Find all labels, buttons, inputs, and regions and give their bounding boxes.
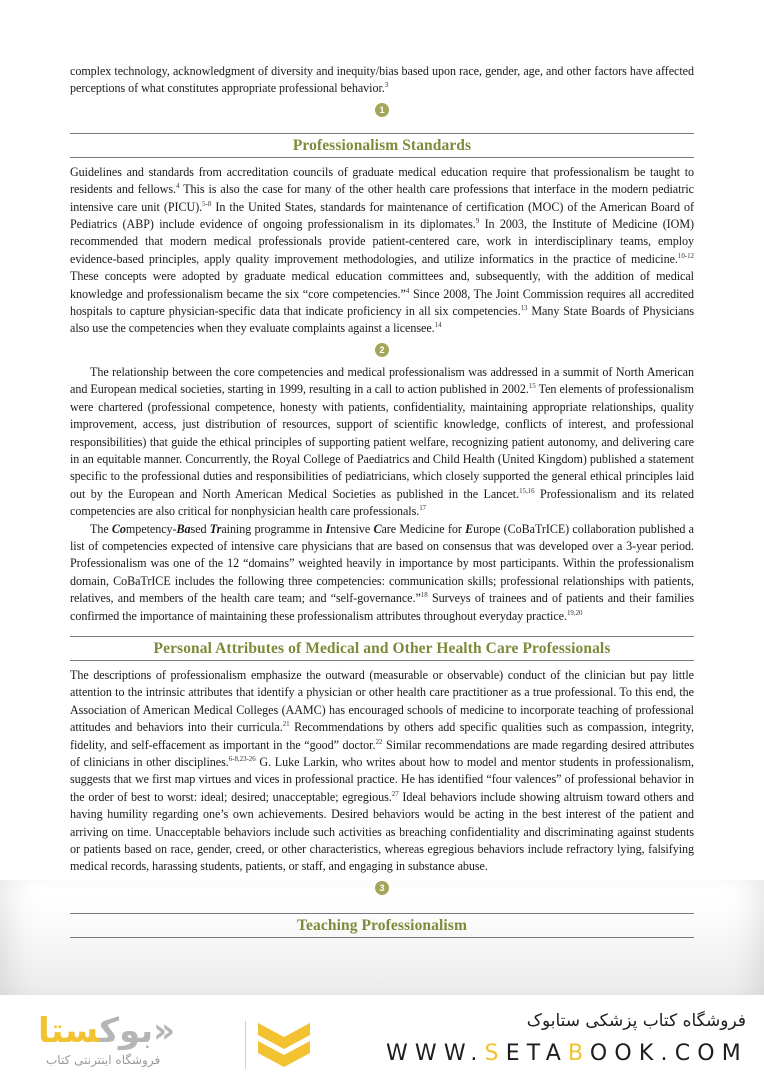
citation: 9 [475, 217, 480, 226]
paragraph-text: aining programme in [221, 521, 326, 536]
citation: 18 [420, 591, 428, 600]
logo-arrows-icon: « [153, 1011, 176, 1051]
acronym-letter: Ba [176, 521, 191, 536]
paragraph-standards-1 [70, 164, 694, 338]
intro-text: complex technology, acknowledgment of diversity and inequity/bias based upon race, gender, age, and other factors have affected perceptions of what constitutes appropriate professional behavior. [70, 64, 694, 96]
logo-word-grey: بوک [99, 1011, 154, 1051]
marker-badge: 1 [375, 103, 389, 117]
section-heading-standards: Professionalism Standards [70, 133, 694, 158]
paragraph-text: Similar recommendations are made regarding desired attributes of clinicians in other disciplines. [70, 737, 694, 769]
logo-subtitle: فروشگاه اینترنتی کتاب [46, 1053, 161, 1067]
url-part: ETA [505, 1041, 568, 1066]
citation: 19,20 [566, 608, 583, 617]
acronym-letter: C [373, 521, 382, 536]
url-part: OOK.COM [589, 1041, 748, 1066]
citation: 27 [391, 789, 399, 798]
setabook-logo[interactable] [38, 1011, 298, 1073]
citation: 17 [419, 504, 427, 513]
marker-badge: 2 [375, 343, 389, 357]
paragraph-text: Ideal behaviors include showing altruism toward others and having humility regarding one’s own achievements. Desired behaviors would be acting in the best interest of the patient and arriving on time. Unacceptable behaviors include such activities as breaching confidentiality and discriminating against students or patients based on race, gender, creed, or other characteristics, whereas egregious behaviors include refractory lying, falsifying medical records, harassing students, patients, or staff, and engaging in substance abuse. [70, 789, 694, 874]
marker-3 [70, 881, 694, 897]
chevron-emblem-icon [256, 1019, 312, 1069]
paragraph-text: Surveys of trainees and of patients and their families confirmed the importance of maintaining these professionalism attributes throughout everyday practice. [70, 591, 695, 623]
paragraph-text: The descriptions of professionalism emphasize the outward (measurable or observable) conduct of the clinician but pay little attention to the intrinsic attributes that identify a physician or other health care practitioner as a true professional. To this end, the Association of American Medical Colleges (AAMC) has encouraged schools of medicine to incorporate teaching of professional attitudes and behaviors into their curricula. [70, 667, 694, 735]
paragraph-standards-2 [70, 364, 694, 521]
citation: 21 [282, 720, 290, 729]
url-part: WWW. [385, 1041, 485, 1066]
intro-paragraph [70, 63, 694, 98]
citation: 4 [176, 182, 180, 191]
citation: 4 [405, 286, 410, 295]
section-heading-personal-attributes: Personal Attributes of Medical and Other Health Care Professionals [70, 636, 694, 661]
paragraph-text: G. Luke Larkin, who writes about how to model and mentor students in professionalism, suggests that we first map virtues and vices in professional practice. He has identified “four valences” of professional behavior in the order of best to worst: ideal; desired; unacceptable; egregious. [70, 755, 694, 804]
paragraph-attributes-1 [70, 667, 694, 876]
acronym-letter: E [465, 521, 474, 536]
paragraph-text: Recommendations by others add specific qualities such as compassion, integrity, fidelity, and self-effacement as important in the “good” doctor. [70, 720, 694, 752]
page-content [70, 63, 694, 938]
citation: 13 [520, 304, 528, 313]
citation: 5-8 [202, 199, 212, 208]
paragraph-text: These concepts were adopted by graduate medical education committees and, subsequently, with the addition of medical knowledge and professionalism became the six “core competencies.” [70, 269, 694, 301]
paragraph-text: sed [190, 521, 210, 536]
citation: 14 [434, 321, 442, 330]
citation: 10-12 [677, 251, 694, 260]
paragraph-text: The relationship between the core competencies and medical professionalism was addressed in a summit of North American and European medical societies, starting in 1999, resulting in a call to action published in 2002. [70, 364, 694, 397]
store-name-persian: فروشگاه کتاب پزشکی ستابوک [526, 1011, 746, 1031]
citation: 3 [384, 81, 389, 90]
citation: 15 [528, 382, 536, 391]
logo-divider [245, 1021, 246, 1069]
store-url-link[interactable] [386, 1041, 748, 1066]
url-part-accent: S [484, 1041, 506, 1066]
citation: 15,16 [519, 486, 535, 495]
marker-1 [70, 103, 694, 119]
paragraph-standards-3 [70, 521, 694, 625]
paragraph-text: mpetency- [125, 521, 177, 536]
paragraph-text: In 2003, the Institute of Medicine (IOM) recommended that modern medical professionals provide patient-centered care, work in interdisciplinary teams, employ evidence-based principles, apply quality improvement methodologies, and utilize informatics in the practice of medicine. [70, 217, 695, 266]
url-part-accent: B [567, 1041, 590, 1066]
paragraph-text: This is also the case for many of the other health care professions that interface in the modern pediatric intensive care unit (PICU). [70, 182, 694, 214]
section-heading-teaching: Teaching Professionalism [70, 913, 694, 938]
acronym-letter: Co [111, 521, 126, 536]
paragraph-text: Since 2008, The Joint Commission requires all accredited hospitals to capture physician-specific data that indicate proficiency in all six competencies. [70, 286, 694, 319]
paragraph-text: urope (CoBaTrICE) collaboration published a list of competencies expected of intensive care physicians that are based on consensus that was developed over a 3-year period. Professionalism was one of the 12 “domains” weighted heavily in importance by most participants. Within the professionalism domain, CoBaTrICE includes the following three competencies: communication skills; professional relationships with patients, relatives, and members of the health care team; and “self-governance.” [70, 521, 694, 606]
paragraph-text: The [90, 521, 112, 536]
marker-badge: 3 [375, 881, 389, 895]
logo-wordmark [38, 1011, 175, 1051]
marker-2 [70, 343, 694, 359]
paragraph-text: ntensive [330, 521, 374, 536]
acronym-letter: I [325, 521, 331, 536]
paragraph-text: In the United States, standards for maintenance of certification (MOC) of the American Board of Pediatrics (ABP) include evidence of ongoing professionalism in its diplomates. [70, 199, 694, 232]
citation: 6-8,23-26 [228, 755, 256, 763]
paragraph-text: are Medicine for [381, 521, 466, 536]
logo-word-yellow: ستا [38, 1011, 100, 1051]
paragraph-text: Many State Boards of Physicians also use the competencies when they evaluate complaints against a licensee. [70, 304, 694, 336]
acronym-letter: Tr [209, 521, 222, 536]
paragraph-text: Guidelines and standards from accreditation councils of graduate medical education require that professionalism be taught to residents and fellows. [70, 164, 694, 197]
publisher-banner [0, 995, 764, 1080]
citation: 22 [375, 737, 383, 746]
paragraph-text: Professionalism and its related competencies are also critical for nonphysician health care professionals. [70, 486, 694, 519]
paragraph-text: Ten elements of professionalism were chartered (professional competence, honesty with patients, confidentiality, maintaining appropriate relationships, quality improvement, access, just distribution of resources, support of scientific knowledge, conflicts of interest, and professional responsibilities) that guide the ethical principles of supporting patient welfare, recognizing patient autonomy, and delivering care in an equitable manner. Concurrently, the Royal College of Paediatrics and Child Health (United Kingdom) published a statement specific to the professional duties and responsibilities of pediatricians, which closely supported the general ethical principles laid out by the European and North American Medical Societies as published in the Lancet. [70, 382, 695, 501]
